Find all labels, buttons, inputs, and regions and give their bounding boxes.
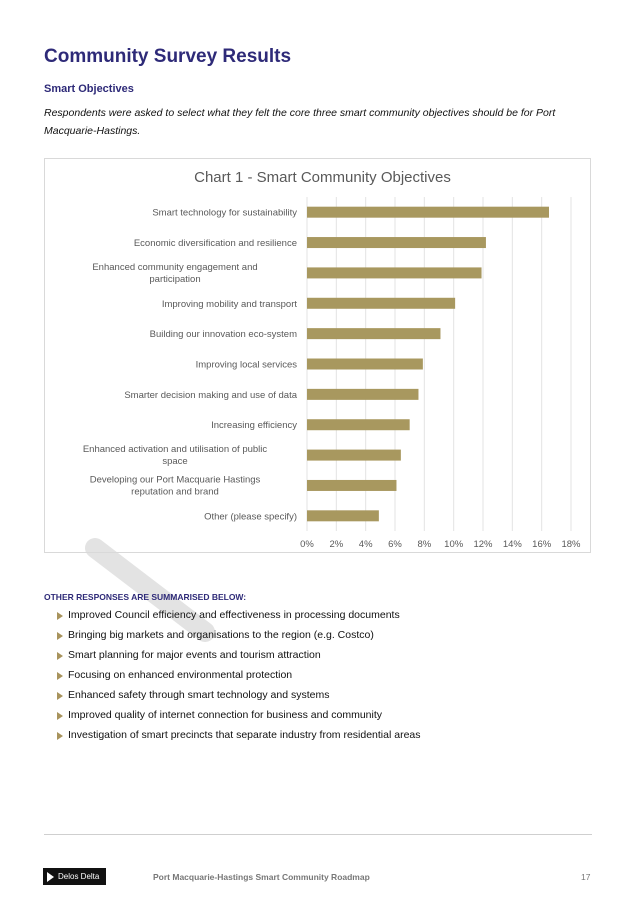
other-response-item bbox=[57, 707, 421, 727]
other-response-item bbox=[57, 687, 421, 707]
category-label: Developing our Port Macquarie Hastings reputation and brand bbox=[89, 474, 261, 498]
category-label: Enhanced community engagement and participation bbox=[92, 261, 258, 285]
delos-delta-logo bbox=[43, 868, 106, 885]
chart-bar bbox=[307, 419, 410, 430]
other-response-text: Investigation of smart precincts that separate industry from residential areas bbox=[68, 729, 421, 741]
bullet-arrow-icon bbox=[57, 612, 63, 620]
chart-bar bbox=[307, 510, 379, 521]
x-tick-label: 4% bbox=[358, 539, 373, 550]
bullet-arrow-icon bbox=[57, 712, 63, 720]
other-responses-heading: OTHER RESPONSES ARE SUMMARISED BELOW: bbox=[44, 592, 247, 602]
x-tick-label: 6% bbox=[388, 539, 402, 550]
chart-bar bbox=[307, 389, 418, 400]
bullet-arrow-icon bbox=[57, 632, 63, 640]
x-tick-label: 18% bbox=[561, 539, 581, 550]
other-response-item bbox=[57, 607, 421, 627]
chart-bar bbox=[307, 237, 486, 248]
category-label: Smarter decision making and use of data bbox=[124, 389, 297, 401]
category-label: Smart technology for sustainability bbox=[152, 207, 297, 219]
other-response-item bbox=[57, 627, 421, 647]
other-response-item bbox=[57, 647, 421, 667]
bar-chart bbox=[45, 159, 592, 554]
category-label: Improving local services bbox=[195, 359, 297, 371]
footer-divider bbox=[44, 834, 592, 835]
chart-bar bbox=[307, 328, 440, 339]
x-tick-label: 12% bbox=[473, 539, 493, 550]
chart-bar bbox=[307, 267, 482, 278]
other-responses-list bbox=[57, 607, 421, 747]
other-response-text: Smart planning for major events and tourism attraction bbox=[68, 649, 321, 661]
other-response-item bbox=[57, 667, 421, 687]
chart-container bbox=[44, 158, 591, 553]
other-response-item bbox=[57, 727, 421, 747]
section-heading: Smart Objectives bbox=[44, 83, 134, 95]
other-response-text: Improved Council efficiency and effectiveness in processing documents bbox=[68, 609, 400, 621]
chart-bar bbox=[307, 480, 396, 491]
category-label: Increasing efficiency bbox=[211, 420, 297, 432]
bullet-arrow-icon bbox=[57, 652, 63, 660]
chart-bar bbox=[307, 450, 401, 461]
bullet-arrow-icon bbox=[57, 732, 63, 740]
chart-bar bbox=[307, 207, 549, 218]
other-response-text: Enhanced safety through smart technology and systems bbox=[68, 689, 330, 701]
chart-bar bbox=[307, 298, 455, 309]
x-tick-label: 10% bbox=[444, 539, 464, 550]
x-tick-label: 14% bbox=[502, 539, 522, 550]
x-tick-label: 16% bbox=[532, 539, 552, 550]
other-response-text: Focusing on enhanced environmental protection bbox=[68, 669, 293, 681]
logo-triangle-icon bbox=[47, 872, 54, 882]
other-response-text: Improved quality of internet connection for business and community bbox=[68, 709, 383, 721]
category-label: Economic diversification and resilience bbox=[133, 238, 297, 250]
footer-document-title: Port Macquarie-Hastings Smart Community Roadmap bbox=[153, 872, 370, 882]
category-label: Building our innovation eco-system bbox=[149, 329, 297, 341]
x-tick-label: 0% bbox=[300, 539, 314, 550]
page-number: 17 bbox=[581, 872, 591, 882]
logo-text: Delos Delta bbox=[58, 872, 100, 881]
x-tick-label: 2% bbox=[329, 539, 344, 550]
category-label: Improving mobility and transport bbox=[161, 298, 297, 310]
other-response-text: Bringing big markets and organisations to the region (e.g. Costco) bbox=[68, 629, 374, 641]
chart-title: Chart 1 - Smart Community Objectives bbox=[194, 169, 451, 186]
page-title: Community Survey Results bbox=[44, 46, 292, 67]
intro-text: Respondents were asked to select what they felt the core three smart community objectives should be for Port Macquarie-Hastings. bbox=[44, 107, 556, 137]
category-label: Enhanced activation and utilisation of public space bbox=[82, 444, 268, 468]
bullet-arrow-icon bbox=[57, 692, 63, 700]
bullet-arrow-icon bbox=[57, 672, 63, 680]
chart-bar bbox=[307, 359, 423, 370]
category-label: Other (please specify) bbox=[204, 511, 297, 523]
x-tick-label: 8% bbox=[417, 539, 432, 550]
